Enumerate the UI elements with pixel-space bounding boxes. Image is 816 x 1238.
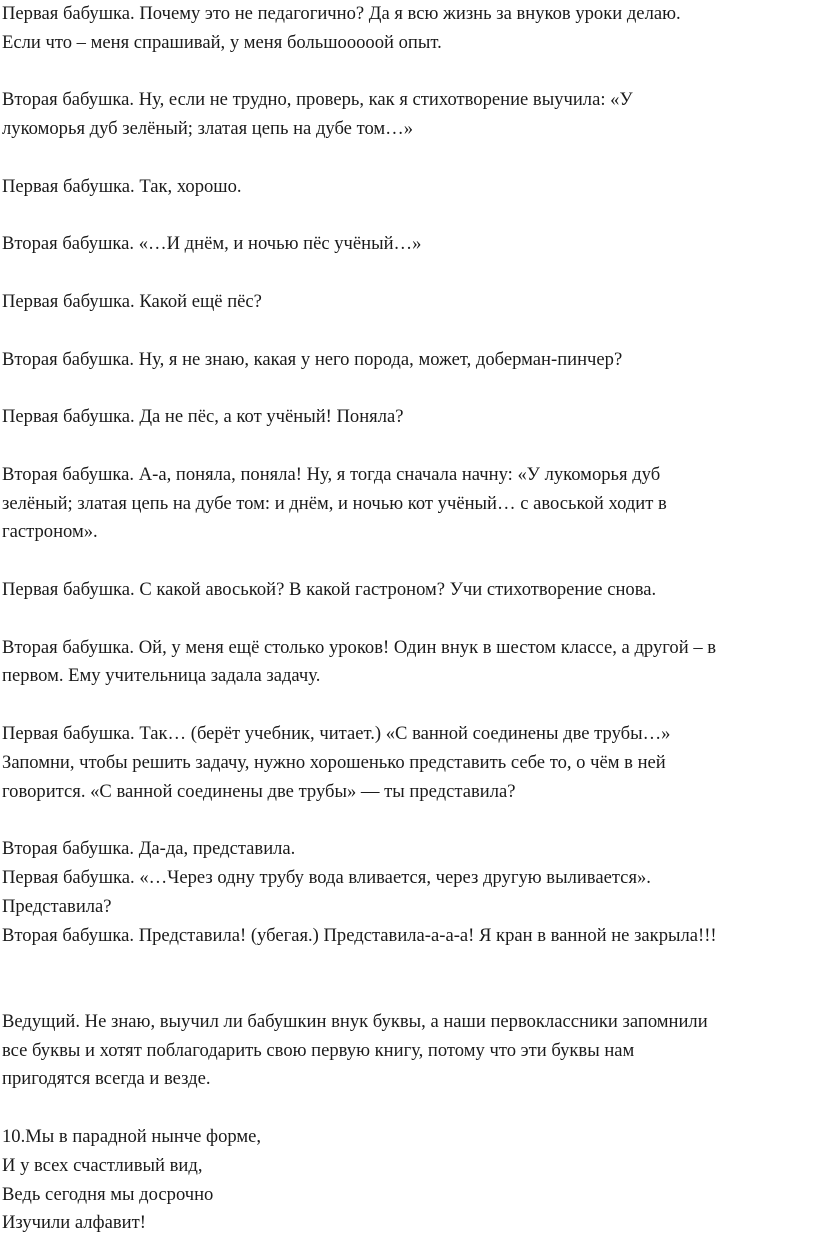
paragraph-gap [2,950,814,1008]
paragraph-6: Вторая бабушка. Ну, я не знаю, какая у него порода, может, доберман-пинчер? [2,348,623,370]
paragraph-9: Первая бабушка. С какой авоськой? В какой гастроном? Учи стихотворение снова. [2,578,657,600]
paragraph-gap [2,1094,814,1123]
paragraph-3: Первая бабушка. Так, хорошо. [2,175,242,197]
paragraph-gap [2,605,814,634]
paragraph-gap [2,202,814,231]
paragraph-5: Первая бабушка. Какой ещё пёс? [2,290,262,312]
paragraph-8: Вторая бабушка. А-а, поняла, поняла! Ну, я тогда сначала начну: «У лукоморья дуб зелёный; златая цепь на дубе том: и днём, и ночью кот учёный… с авоськой ходит в гастроном». [2,463,667,543]
paragraph-gap [2,317,814,346]
paragraph-1: Первая бабушка. Почему это не педагогично? Да я всю жизнь за внуков уроки делаю. Если что – меня спрашивай, у меня большооооой опыт. [2,3,681,53]
paragraph-gap [2,144,814,173]
poem-stanza: 10.Мы в парадной нынче форме, И у всех счастливый вид, Ведь сегодня мы досрочно Изучили алфавит! [2,1126,262,1234]
paragraph-gap [2,432,814,461]
paragraph-13: Ведущий. Не знаю, выучил ли бабушкин внук буквы, а наши первоклассники запомнили все буквы и хотят поблагодарить свою первую книгу, потому что эти буквы нам пригодятся всегда и везде. [2,1010,708,1090]
paragraph-7: Первая бабушка. Да не пёс, а кот учёный! Поняла? [2,406,404,428]
paragraph-12: Вторая бабушка. Да-да, представила. Первая бабушка. «…Через одну трубу вода вливается, через другую выливается». Представила? Вторая бабушка. Представила! (убегая.) Представила-а-а-а! Я кран в ванной не закрыла!!! [2,838,717,946]
paragraph-11: Первая бабушка. Так… (берёт учебник, читает.) «С ванной соединены две трубы…» Запомни, чтобы решить задачу, нужно хорошенько представить себе то, о чём в ней говорится. «С ванной соединены две трубы» — ты представила? [2,722,671,802]
paragraph-2: Вторая бабушка. Ну, если не трудно, проверь, как я стихотворение выучила: «У лукоморья дуб зелёный; златая цепь на дубе том…» [2,89,633,140]
paragraph-gap [2,547,814,576]
paragraph-4: Вторая бабушка. «…И днём, и ночью пёс учёный…» [2,233,422,255]
paragraph-gap [2,374,814,403]
paragraph-gap [2,806,814,835]
paragraph-gap [2,259,814,288]
paragraph-gap [2,58,814,87]
paragraph-gap [2,691,814,720]
paragraph-10: Вторая бабушка. Ой, у меня ещё столько уроков! Один внук в шестом классе, а другой – в первом. Ему учительница задала задачу. [2,636,717,687]
